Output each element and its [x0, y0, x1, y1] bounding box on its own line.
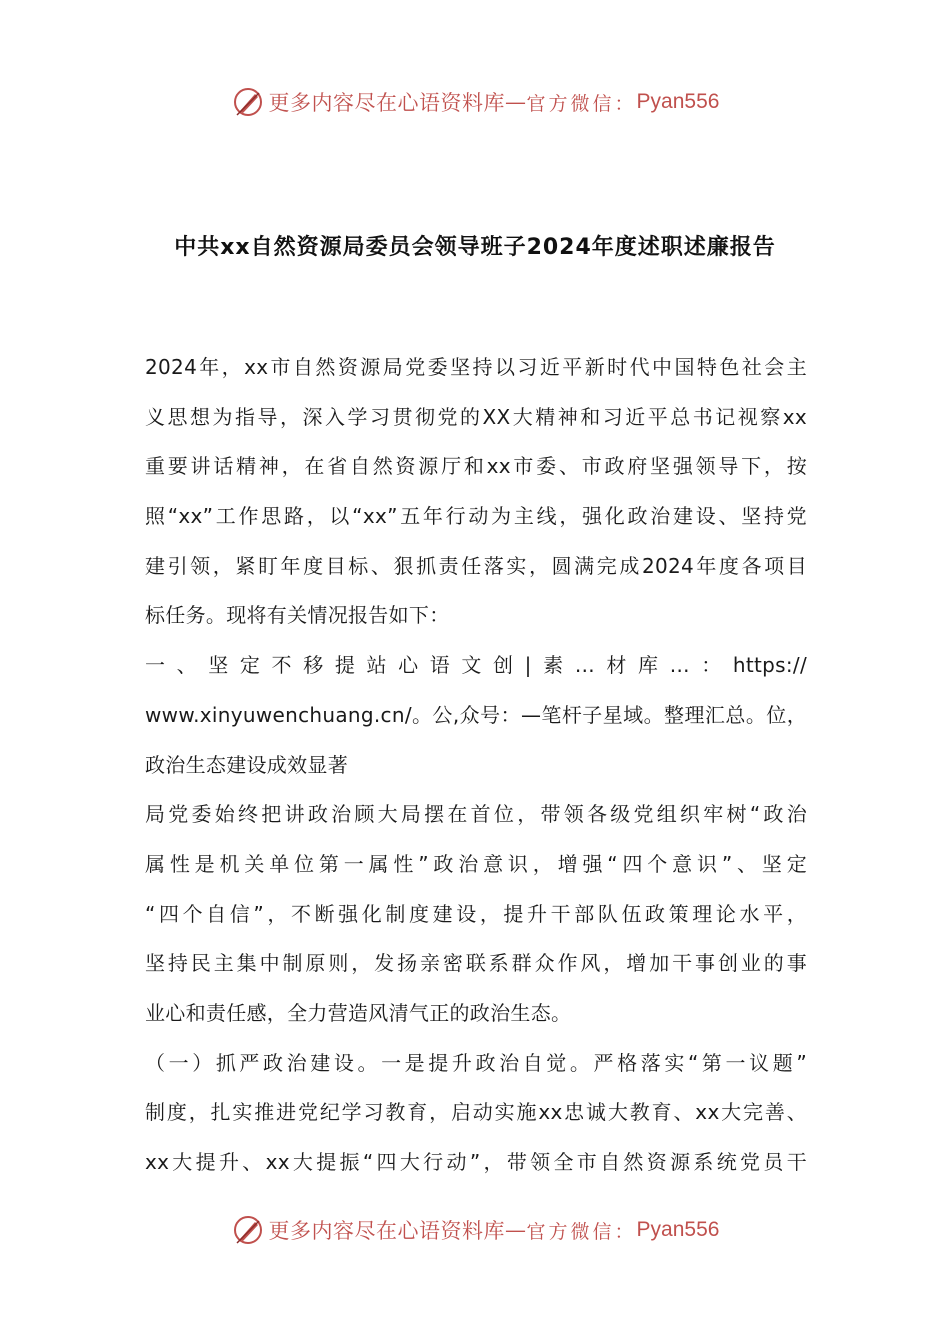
body-line: www.xinyuwenchuang.cn/。公,众号：—笔杆子星域。整理汇总。位，	[145, 702, 807, 727]
body-line: 重要讲话精神，在省自然资源厅和xx市委、市政府坚强领导下，按	[145, 454, 807, 479]
body-line: 一、坚定不移提站心语文创|素…材库…：https://	[145, 653, 807, 678]
body-line: （一）抓严政治建设。一是提升政治自觉。严格落实“第一议题”	[145, 1050, 807, 1075]
body-line: 制度，扎实推进党纪学习教育，启动实施xx忠诚大教育、xx大完善、	[145, 1100, 807, 1125]
banner-dash: —	[505, 90, 527, 114]
banner-wechat-id: Pyan556	[636, 90, 720, 113]
body-line: 义思想为指导，深入学习贯彻党的XX大精神和习近平总书记视察xx	[145, 404, 807, 429]
body-line: 标任务。现将有关情况报告如下：	[145, 603, 450, 628]
body-line: 2024年，xx市自然资源局党委坚持以习近平新时代中国特色社会主	[145, 355, 807, 379]
pen-logo-icon	[231, 85, 265, 119]
banner-wechat-label: 官方微信：	[526, 1220, 637, 1243]
body-line: 局党委始终把讲政治顾大局摆在首位，带领各级党组织牢树“政治	[145, 802, 807, 827]
body-line: 照“xx”工作思路，以“xx”五年行动为主线，强化政治建设、坚持党	[145, 504, 807, 529]
body-line: xx大提升、xx大提振“四大行动”，带领全市自然资源系统党员干	[145, 1150, 807, 1174]
body-line: 业心和责任感，全力营造风清气正的政治生态。	[145, 1000, 572, 1025]
banner-dash: —	[505, 1218, 527, 1242]
banner-text: 更多内容尽在心语资料库	[268, 1219, 506, 1243]
header-watermark-banner	[0, 82, 950, 122]
footer-watermark-banner	[0, 1210, 950, 1250]
body-line: 坚持民主集中制原则，发扬亲密联系群众作风，增加干事创业的事	[145, 951, 807, 976]
pen-logo-icon	[231, 1213, 265, 1247]
banner-text: 更多内容尽在心语资料库	[268, 91, 506, 115]
document-title: 中共xx自然资源局委员会领导班子2024年度述职述廉报告	[174, 235, 776, 260]
body-line: 建引领，紧盯年度目标、狠抓责任落实，圆满完成2024年度各项目	[145, 553, 807, 578]
document-body	[145, 350, 807, 1195]
banner-wechat-label: 官方微信：	[526, 92, 637, 115]
body-line: “四个自信”，不断强化制度建设，提升干部队伍政策理论水平，	[145, 901, 807, 926]
banner-wechat-id: Pyan556	[636, 1218, 720, 1241]
section-heading-line: 政治生态建设成效显著	[145, 752, 348, 777]
body-line: 属性是机关单位第一属性”政治意识，增强“四个意识”、坚定	[145, 851, 807, 876]
